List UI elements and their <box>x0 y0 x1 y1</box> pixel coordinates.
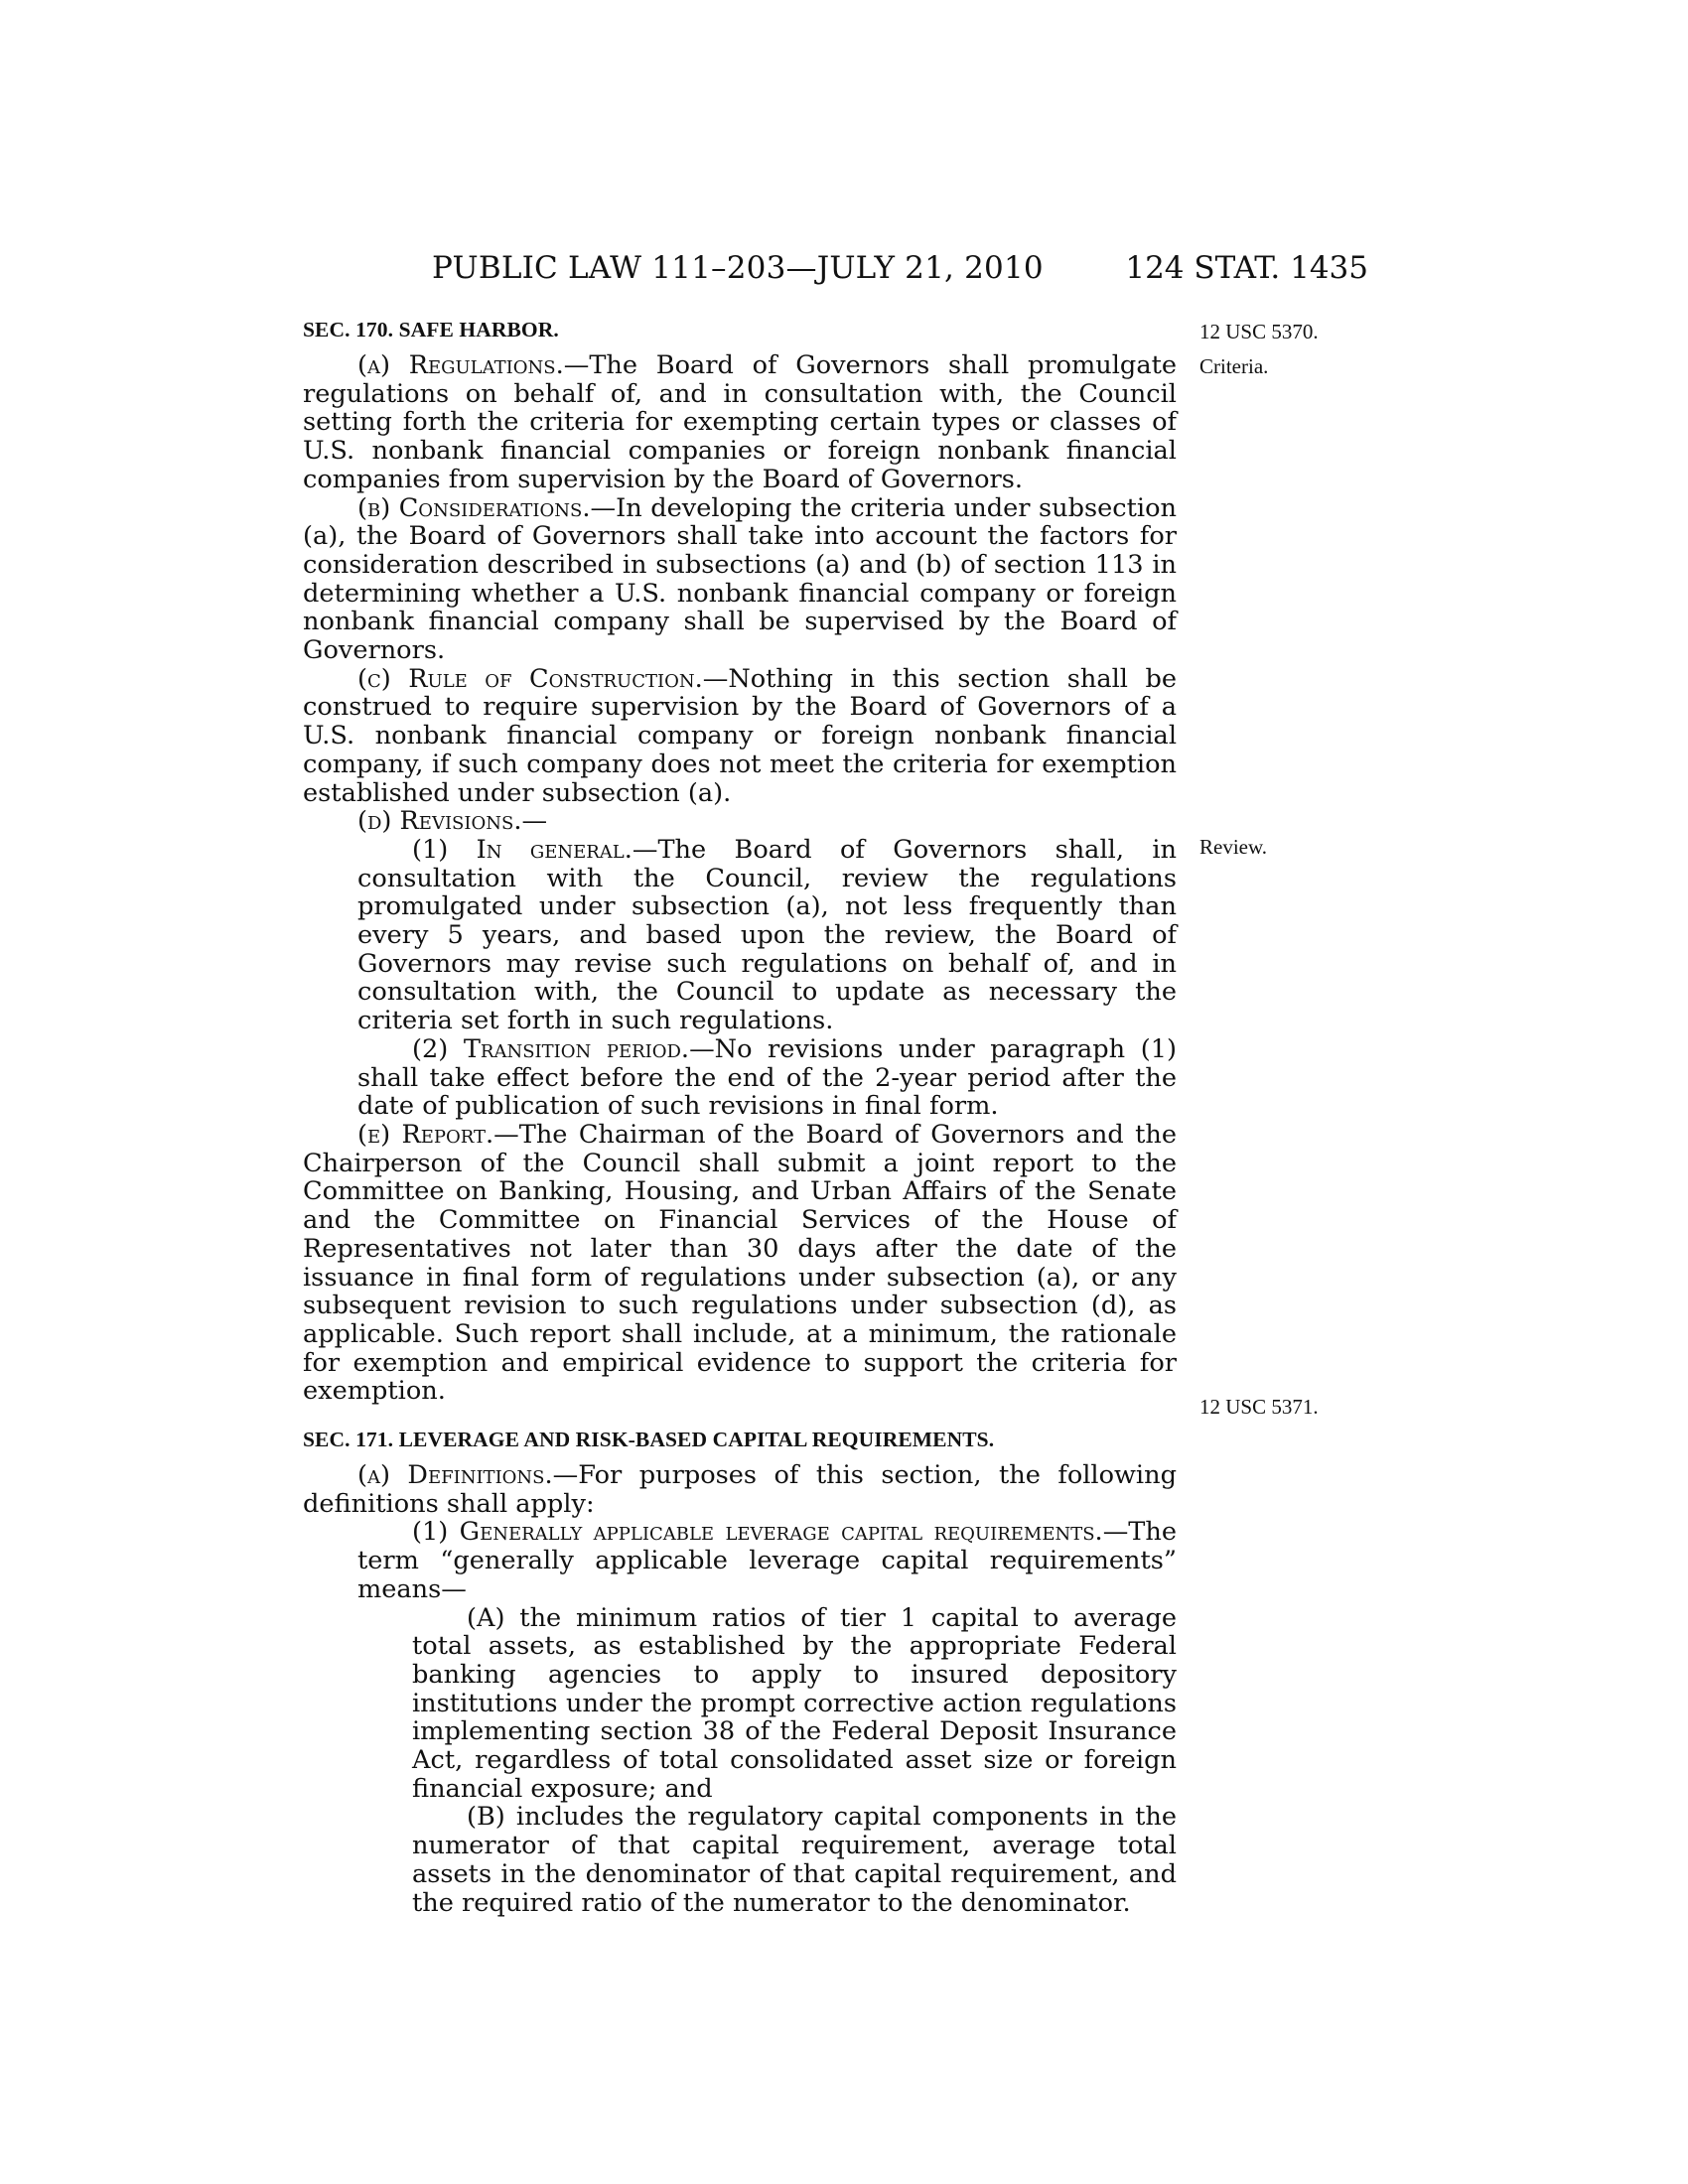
margin-note-criteria: Criteria. <box>1199 354 1269 378</box>
subsection-170-c <box>303 665 1177 808</box>
paragraph-caption: (2) Transition period. <box>412 1033 690 1064</box>
margin-note-review: Review. <box>1199 835 1268 859</box>
page-header <box>303 250 1368 290</box>
section-171-heading: SEC. 171. LEVERAGE AND RISK-BASED CAPITAL REQUIREMENTS. <box>303 1428 995 1452</box>
subsection-text: —The Board of Governors shall promulgate regulations on behalf of, and in consultation with, the Council setting forth the criteria for exempting certain types or classes of U.S. nonbank financial companies or foreign nonbank financial companies from supervision by the Board of Governors. <box>303 350 1178 494</box>
subsection-170-d <box>303 807 1177 836</box>
header-public-law: PUBLIC LAW 111–203—JULY 21, 2010 <box>432 250 1044 286</box>
subsection-text: —For purposes of this section, the following definitions shall apply: <box>303 1460 1177 1519</box>
subsection-caption: (a) Definitions. <box>357 1460 553 1491</box>
margin-note-usc-5371: 12 USC 5371. <box>1199 1395 1319 1419</box>
margin-note-usc-5370: 12 USC 5370. <box>1199 320 1319 343</box>
subsection-caption: (c) Rule of Construction. <box>357 663 703 694</box>
subparagraph-171-a-1-A: (A) the minimum ratios of tier 1 capital to average total assets, as established by the appropriate Federal banking agencies to apply to insured depository institutions under the prompt corrective action regulations implementing section 38 of the Federal Deposit Insurance Act, regardless of total consolidated asset size or foreign financial exposure; and <box>412 1602 1177 1804</box>
subsection-text: —In developing the criteria under subsection (a), the Board of Governors shall take into account the factors for consideration described in subsections (a) and (b) of section 113 in determining whether a U.S. nonbank financial company or foreign nonbank financial company shall be supervised by the Board of Governors. <box>303 492 1177 666</box>
paragraph-text: —No revisions under paragraph (1) shall take effect before the end of the 2-year period after the date of publication of such revisions in final form. <box>357 1033 1177 1122</box>
subsection-171-a <box>303 1461 1177 1518</box>
subsection-caption: (a) Regulations. <box>357 350 564 380</box>
subsection-text: —Nothing in this section shall be construed to require supervision by the Board of Governors of a U.S. nonbank financial company or foreign nonbank financial company, if such company does not meet the criteria for exemption established under subsection (a). <box>303 663 1177 808</box>
paragraph-171-a-1 <box>303 1518 1177 1603</box>
subsection-170-b <box>303 494 1177 665</box>
section-170-heading: SEC. 170. SAFE HARBOR. <box>303 318 559 341</box>
subsection-170-a <box>303 351 1177 494</box>
document-body <box>303 316 1177 1917</box>
paragraph-caption: (1) Generally applicable leverage capital requirements. <box>412 1517 1103 1548</box>
subsection-text: — <box>521 806 548 837</box>
subsection-caption: (b) Considerations. <box>357 492 591 523</box>
subsection-170-e <box>303 1121 1177 1406</box>
subsection-caption: (d) Revisions. <box>357 806 522 837</box>
subsection-text: —The Chairman of the Board of Governors and the Chairperson of the Council shall submit a joint report to the Committee on Banking, Housing, and Urban Affairs of the Senate and the Committee on Financial Services of the House of Representatives not later than 30 days after the date of the issuance in final form of regulations under subsection (a), or any subsequent revision to such regulations under subsection (d), as applicable. Such report shall include, at a minimum, the rationale for exemption and empirical evidence to support the criteria for exemption. <box>303 1119 1178 1407</box>
paragraph-caption: (1) In general. <box>412 834 633 865</box>
paragraph-text: —The Board of Governors shall, in consultation with the Council, review the regulations promulgated under subsection (a), not less frequently than every 5 years, and based upon the review, the Board of Governors may revise such regulations on behalf of, and in consultation with, the Council to update as necessary the criteria set forth in such regulations. <box>357 834 1177 1036</box>
header-stat-page: 124 STAT. 1435 <box>1125 250 1368 286</box>
subsection-caption: (e) Report. <box>357 1119 494 1150</box>
paragraph-text: —The term “generally applicable leverage capital requirements” means— <box>357 1517 1177 1604</box>
subparagraph-171-a-1-B: (B) includes the regulatory capital components in the numerator of that capital requirement, average total assets in the denominator of that capital requirement, and the required ratio of the numerator to the denominator. <box>412 1802 1177 1918</box>
paragraph-170-d-1 <box>303 836 1177 1035</box>
paragraph-170-d-2 <box>303 1035 1177 1121</box>
